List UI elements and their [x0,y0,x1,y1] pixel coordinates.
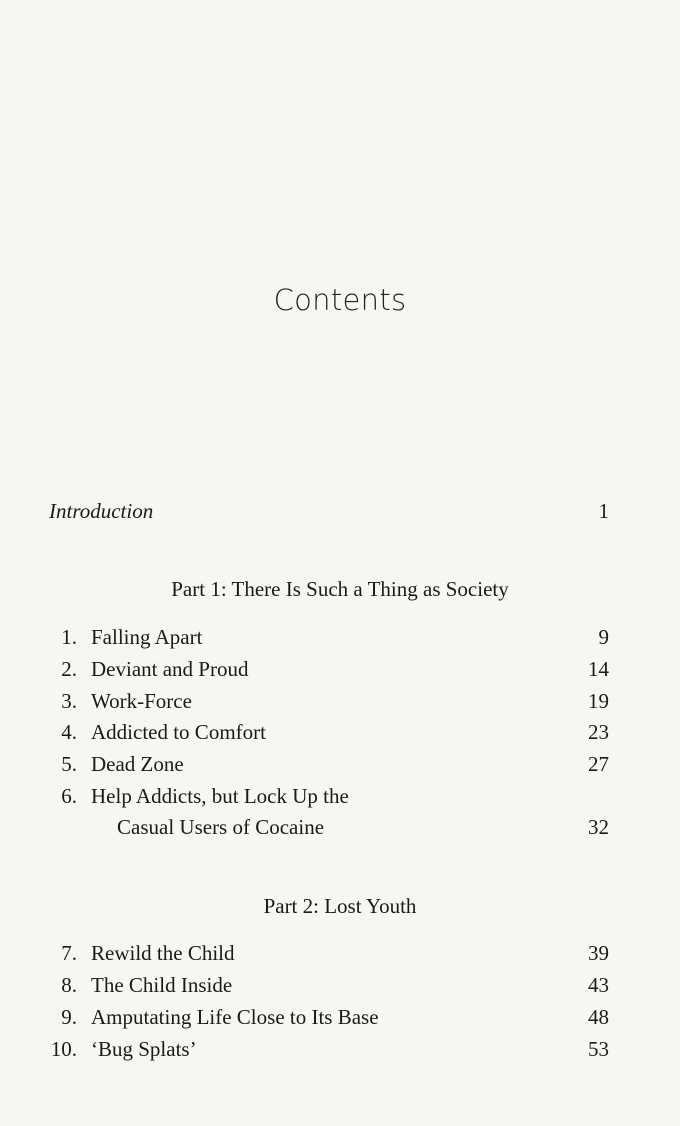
chapter-page: 19 [588,689,609,713]
chapter-number: 9. [61,1005,77,1029]
chapter-title: ‘Bug Splats’ [91,1037,197,1061]
chapter-title: Amputating Life Close to Its Base [91,1005,379,1029]
chapter-page: 39 [588,941,609,965]
toc-entry-title: Introduction [49,499,154,523]
part-2-heading: Part 2: Lost Youth [263,894,417,918]
part-1-heading: Part 1: There Is Such a Thing as Society [171,577,509,601]
chapter-number: 2. [61,657,77,681]
chapter-title: Addicted to Comfort [91,720,266,744]
chapter-page: 48 [588,1005,609,1029]
chapter-page: 32 [588,815,609,839]
chapter-page: 53 [588,1037,609,1061]
chapter-title-continued: Casual Users of Cocaine [117,815,325,839]
chapter-number: 3. [61,689,77,713]
chapter-page: 43 [588,973,609,997]
chapter-number: 10. [50,1037,77,1061]
chapter-title: Falling Apart [91,625,203,649]
chapter-number: 7. [61,941,77,965]
toc-entry-page: 1 [598,499,609,523]
chapter-title: Help Addicts, but Lock Up the [91,784,349,808]
chapter-number: 6. [61,784,77,808]
chapter-number: 8. [61,973,77,997]
chapter-number: 4. [61,720,77,744]
chapter-page: 27 [588,752,609,776]
chapter-page: 23 [588,720,609,744]
chapter-page: 9 [598,625,609,649]
chapter-title: Dead Zone [91,752,184,776]
page-title: Contents [273,283,407,317]
chapter-number: 5. [61,752,77,776]
chapter-page: 14 [588,657,609,681]
chapter-title: Work-Force [91,689,192,713]
chapter-title: The Child Inside [91,973,233,997]
chapter-number: 1. [61,625,77,649]
chapter-title: Rewild the Child [91,941,235,965]
chapter-title: Deviant and Proud [91,657,249,681]
